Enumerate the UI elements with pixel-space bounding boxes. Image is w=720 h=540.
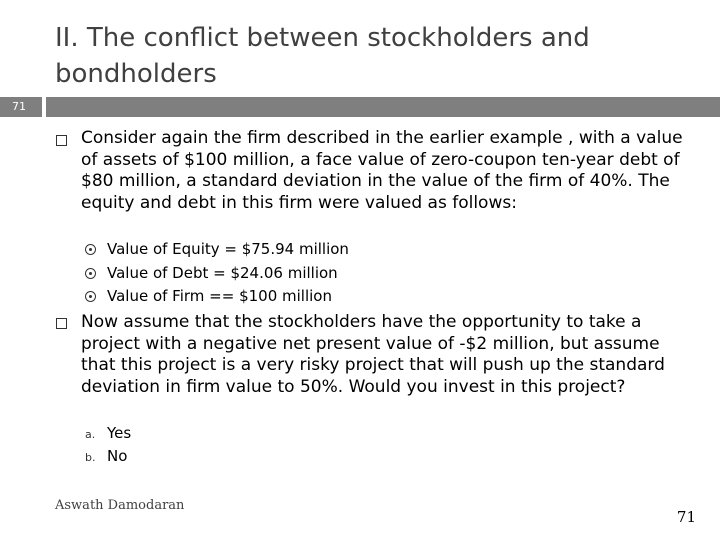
square-bullet-icon (56, 135, 67, 146)
footer-author: Aswath Damodaran (55, 498, 185, 513)
circle-dot-bullet-icon (85, 244, 96, 255)
answer-options (85, 422, 131, 468)
option-letter: b. (85, 451, 96, 464)
slide-number-badge-label: 71 (12, 100, 26, 113)
option-no: No (107, 447, 128, 465)
option-yes: Yes (107, 424, 132, 442)
list-item (85, 445, 131, 468)
value-of-firm: Value of Firm == $100 million (107, 287, 332, 305)
slide-title: II. The conflict between stockholders and bondholders (55, 23, 590, 89)
value-of-equity: Value of Equity = $75.94 million (107, 240, 349, 258)
bullet-text-risky-project: Now assume that the stockholders have the opportunity to take a project with a negative net present value of -$2 million, but assume that this project is a very risky project that will push up the standard deviation in firm value to 50%. Would you invest in this project? (81, 312, 665, 397)
list-item (85, 262, 585, 286)
circle-dot-bullet-icon (85, 268, 96, 279)
header-divider-bar (46, 97, 720, 117)
list-item (85, 285, 585, 309)
valuation-list (85, 238, 585, 309)
value-of-debt: Value of Debt = $24.06 million (107, 263, 338, 282)
list-item (85, 238, 585, 262)
page-number: 71 (676, 508, 696, 526)
bullet-text-firm-description: Consider again the firm described in the earlier example , with a value of assets of $100 million, a face value of zero-coupon ten-year debt of $80 million, a standard deviation in the value of the firm of 40%. The equity and debt in this firm were valued as follows: (81, 128, 683, 213)
list-item (85, 422, 131, 445)
slide-number-badge (0, 97, 42, 117)
option-letter: a. (85, 428, 96, 441)
circle-dot-bullet-icon (85, 291, 96, 302)
square-bullet-icon (56, 318, 67, 329)
